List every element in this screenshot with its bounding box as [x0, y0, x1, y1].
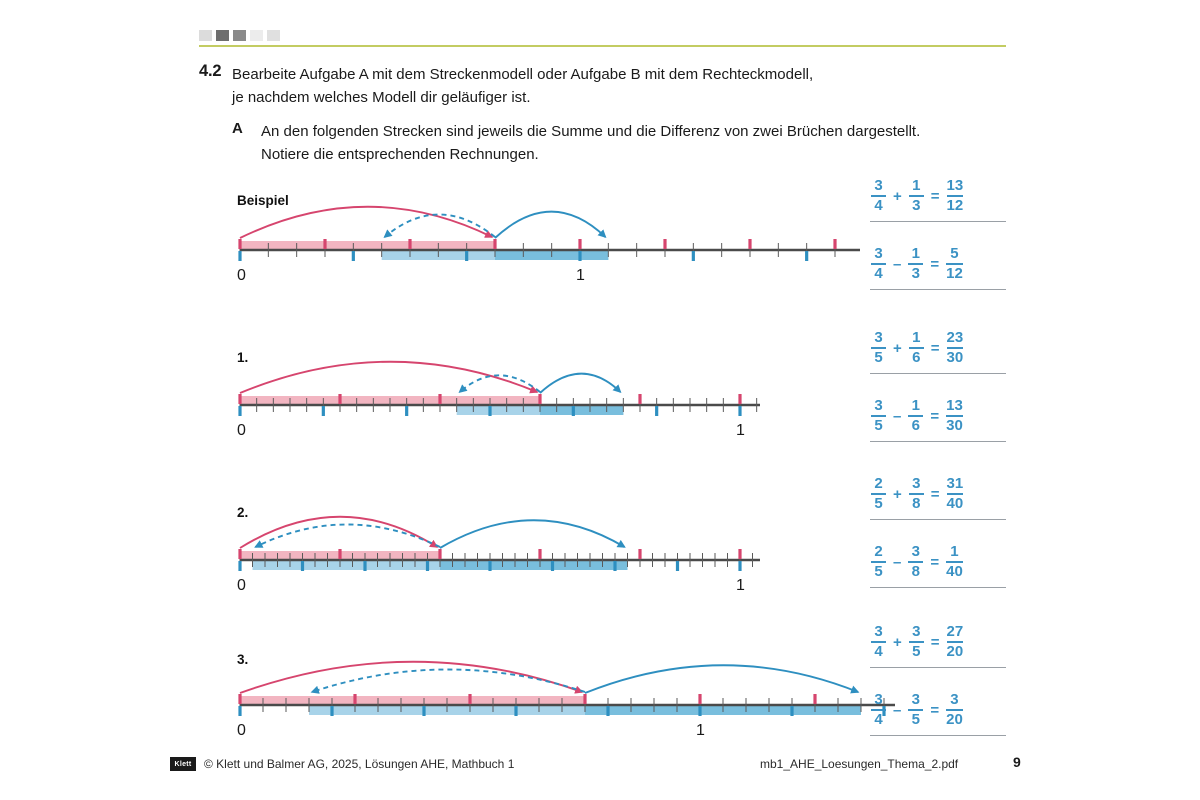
answer-underline — [870, 373, 1006, 374]
numberline-label-1: Beispiel — [237, 193, 289, 208]
progress-square-2 — [216, 30, 229, 41]
operand-a-fraction — [870, 178, 887, 213]
arc-blue-add — [585, 665, 858, 693]
operand-b-fraction — [907, 246, 924, 281]
operand-b-fraction-denominator: 5 — [912, 643, 921, 661]
equation-sum-1 — [870, 176, 1006, 222]
operand-b-fraction-denominator: 6 — [912, 349, 921, 367]
result-fraction-denominator: 20 — [946, 643, 964, 661]
operand-b-fraction-denominator: 8 — [912, 495, 921, 513]
progress-square-3 — [233, 30, 246, 41]
operand-b-fraction-denominator: 3 — [912, 197, 921, 215]
operand-a-fraction-denominator: 4 — [874, 643, 883, 661]
operand-b-fraction — [908, 624, 925, 659]
arc-blue-diff — [385, 215, 495, 238]
task-text-line-2: je nachdem welches Modell dir geläufiger ist. — [232, 89, 531, 106]
equation-difference-4 — [870, 690, 1006, 736]
operand-b-fraction — [908, 178, 925, 213]
answer-underline — [870, 519, 1006, 520]
result-fraction-denominator: 40 — [946, 495, 964, 513]
result-fraction — [946, 178, 965, 213]
operand-a-fraction — [870, 330, 887, 365]
operator-sign: – — [893, 407, 902, 425]
equation-difference-3 — [870, 542, 1006, 588]
arc-blue-add — [495, 212, 605, 238]
equals-sign: = — [930, 485, 940, 503]
axis-label-zero: 0 — [237, 577, 246, 590]
operand-a-fraction-denominator: 4 — [874, 197, 883, 215]
axis-label-one: 1 — [736, 577, 745, 590]
operand-a-fraction — [870, 624, 887, 659]
answer-underline — [870, 441, 1006, 442]
numberline-graphic-1 — [195, 185, 895, 285]
numberline-label-4: 3. — [237, 652, 249, 667]
equation-sum-4 — [870, 622, 1006, 668]
result-fraction — [946, 476, 965, 511]
result-fraction-denominator: 40 — [946, 563, 963, 581]
result-fraction-denominator: 30 — [946, 417, 963, 435]
arc-red-sum — [240, 207, 492, 238]
task-text — [232, 63, 992, 109]
equation-group-2 — [870, 328, 1006, 442]
result-fraction — [945, 692, 964, 727]
result-fraction — [945, 544, 964, 579]
task-number: 4.2 — [199, 62, 222, 80]
equals-sign: = — [930, 553, 940, 571]
answer-underline — [870, 221, 1006, 222]
equation-difference-2 — [870, 396, 1006, 442]
operand-a-fraction-numerator: 3 — [874, 623, 883, 641]
blue-bar — [540, 406, 623, 415]
operand-b-fraction-denominator: 5 — [911, 711, 921, 729]
operand-b-fraction-numerator: 3 — [911, 691, 921, 709]
operand-a-fraction — [870, 692, 887, 727]
equation-group-1 — [870, 176, 1006, 290]
answer-underline — [870, 667, 1006, 668]
numberline-graphic-4 — [195, 640, 895, 735]
operand-a-fraction-denominator: 5 — [874, 563, 883, 581]
operand-a-fraction-numerator: 2 — [874, 543, 883, 561]
axis-label-one: 1 — [696, 722, 705, 735]
operand-b-fraction-numerator: 1 — [912, 329, 921, 347]
operand-b-fraction — [907, 398, 924, 433]
numberline-label-2: 1. — [237, 350, 249, 365]
operator-sign: + — [893, 339, 902, 357]
progress-square-1 — [199, 30, 212, 41]
result-fraction — [945, 246, 964, 281]
numberline-graphic-3 — [195, 495, 895, 590]
operand-b-fraction-denominator: 8 — [911, 563, 921, 581]
equation-sum-2 — [870, 328, 1006, 374]
equation-difference-1 — [870, 244, 1006, 290]
task-text-line-1: Bearbeite Aufgabe A mit dem Streckenmodell oder Aufgabe B mit dem Rechteckmodell, — [232, 66, 814, 83]
subtask-letter: A — [232, 120, 243, 137]
arc-blue-add — [540, 374, 620, 393]
result-fraction-numerator: 13 — [946, 397, 963, 415]
result-fraction — [946, 330, 965, 365]
operand-a-fraction-denominator: 5 — [874, 417, 883, 435]
equals-sign: = — [930, 255, 940, 273]
result-fraction-numerator: 13 — [946, 177, 964, 195]
operand-a-fraction-numerator: 3 — [874, 397, 883, 415]
operand-b-fraction-numerator: 1 — [911, 397, 921, 415]
operand-a-fraction-denominator: 4 — [874, 711, 883, 729]
arc-red-sum — [240, 362, 537, 393]
footer-filename: mb1_AHE_Loesungen_Thema_2.pdf — [760, 757, 959, 771]
result-fraction-numerator: 27 — [946, 623, 964, 641]
operand-a-fraction-denominator: 5 — [874, 349, 883, 367]
result-fraction-numerator: 23 — [946, 329, 964, 347]
progress-square-5 — [267, 30, 280, 41]
operand-b-fraction-denominator: 6 — [911, 417, 921, 435]
result-fraction-denominator: 20 — [946, 711, 963, 729]
axis-label-zero: 0 — [237, 267, 246, 284]
operand-b-fraction-numerator: 3 — [912, 623, 921, 641]
subtask-text — [261, 120, 1021, 166]
result-fraction-numerator: 1 — [950, 543, 959, 561]
equation-sum-3 — [870, 474, 1006, 520]
numberline-graphic-2 — [195, 340, 895, 435]
operand-b-fraction-denominator: 3 — [911, 265, 921, 283]
equation-group-3 — [870, 474, 1006, 588]
result-fraction-numerator: 5 — [950, 245, 959, 263]
operator-sign: + — [893, 633, 902, 651]
arc-red-sum — [240, 517, 437, 548]
progress-squares — [199, 30, 280, 41]
axis-label-zero: 0 — [237, 422, 246, 435]
operand-b-fraction — [908, 330, 925, 365]
header-divider — [199, 45, 1006, 47]
operand-b-fraction-numerator: 1 — [912, 177, 921, 195]
equals-sign: = — [930, 407, 940, 425]
footer-copyright: © Klett und Balmer AG, 2025, Lösungen AHE, Mathbuch 1 — [204, 757, 515, 771]
result-fraction — [946, 624, 965, 659]
result-fraction — [945, 398, 964, 433]
red-bar — [240, 696, 585, 705]
subtask-text-line-2: Notiere die entsprechenden Rechnungen. — [261, 146, 539, 163]
axis-label-one: 1 — [736, 422, 745, 435]
operand-b-fraction — [907, 692, 924, 727]
operand-b-fraction-numerator: 3 — [912, 475, 921, 493]
answer-underline — [870, 587, 1006, 588]
operand-b-fraction-numerator: 1 — [911, 245, 921, 263]
blue-bar — [440, 561, 628, 570]
operand-a-fraction — [870, 398, 887, 433]
result-fraction-denominator: 12 — [946, 197, 964, 215]
footer-page-number: 9 — [1013, 754, 1021, 770]
operand-a-fraction-numerator: 2 — [874, 475, 883, 493]
operator-sign: + — [893, 485, 902, 503]
operand-a-fraction-numerator: 3 — [874, 245, 883, 263]
klett-logo — [170, 757, 196, 771]
answer-underline — [870, 735, 1006, 736]
equals-sign: = — [930, 187, 940, 205]
operator-sign: – — [893, 553, 902, 571]
operand-a-fraction-denominator: 5 — [874, 495, 883, 513]
result-fraction-denominator: 12 — [946, 265, 963, 283]
axis-label-zero: 0 — [237, 722, 246, 735]
operand-a-fraction-numerator: 3 — [874, 329, 883, 347]
operator-sign: + — [893, 187, 902, 205]
operand-a-fraction-denominator: 4 — [874, 265, 883, 283]
equals-sign: = — [930, 339, 940, 357]
operand-b-fraction — [908, 476, 925, 511]
result-fraction-numerator: 3 — [950, 691, 959, 709]
answer-underline — [870, 289, 1006, 290]
operator-sign: – — [893, 701, 902, 719]
equation-group-4 — [870, 622, 1006, 736]
result-fraction-denominator: 30 — [946, 349, 964, 367]
numberline-label-3: 2. — [237, 505, 249, 520]
operand-a-fraction-numerator: 3 — [874, 691, 883, 709]
operand-a-fraction — [870, 544, 887, 579]
operand-b-fraction — [907, 544, 924, 579]
klett-logo-text: Klett — [174, 760, 192, 768]
subtask-text-line-1: An den folgenden Strecken sind jeweils die Summe und die Differenz von zwei Brüchen dargestellt. — [261, 123, 921, 140]
axis-label-one: 1 — [576, 267, 585, 284]
operator-sign: – — [893, 255, 902, 273]
operand-a-fraction — [870, 476, 887, 511]
arc-blue-add — [440, 520, 625, 548]
red-bar — [240, 241, 495, 250]
equals-sign: = — [930, 633, 940, 651]
result-fraction-numerator: 31 — [946, 475, 964, 493]
equals-sign: = — [930, 701, 940, 719]
operand-a-fraction-numerator: 3 — [874, 177, 883, 195]
progress-square-4 — [250, 30, 263, 41]
operand-a-fraction — [870, 246, 887, 281]
operand-b-fraction-numerator: 3 — [911, 543, 921, 561]
